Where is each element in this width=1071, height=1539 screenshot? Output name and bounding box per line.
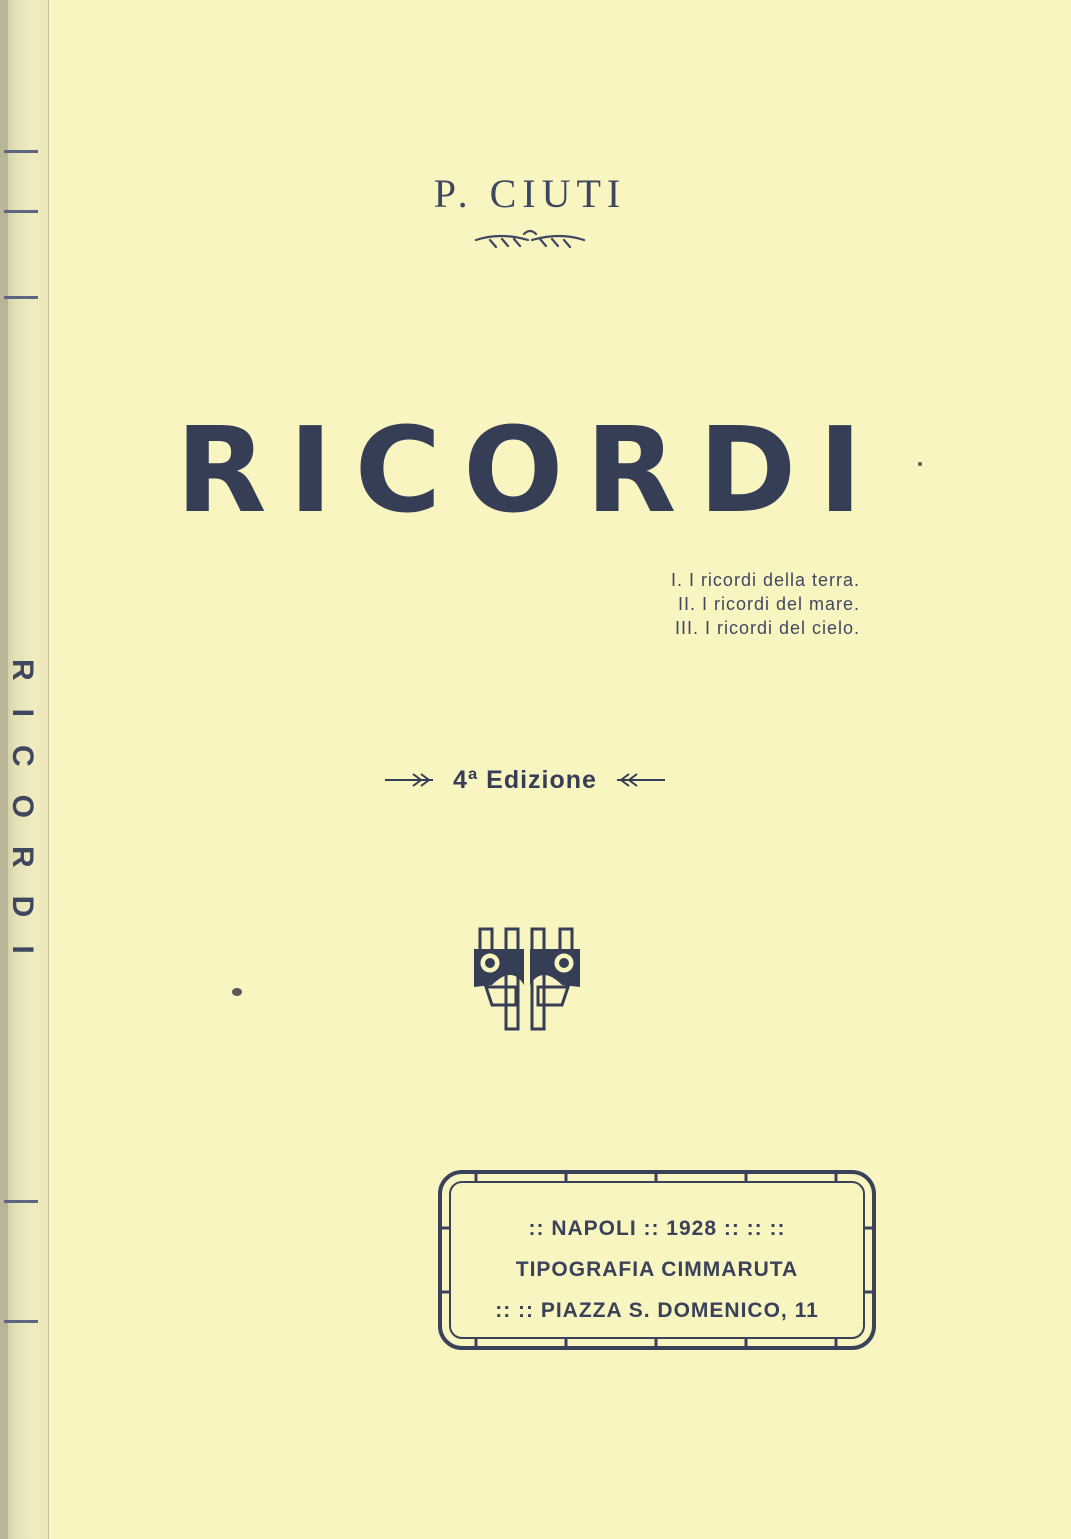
section-item: III. I ricordi del cielo. — [674, 618, 860, 638]
section-item: I. I ricordi della terra. — [670, 570, 860, 590]
imprint-city-year: :: NAPOLI :: 1928 :: :: :: — [528, 1217, 786, 1240]
fleuron-icon — [615, 772, 667, 788]
flourish-ornament-icon — [470, 228, 590, 250]
spine-rule — [4, 150, 38, 153]
book-title: RICORDI — [175, 401, 885, 539]
imprint-text — [436, 1208, 878, 1331]
imprint-printer: TIPOGRAFIA CIMMARUTA — [515, 1258, 799, 1281]
publisher-emblem-icon — [472, 925, 582, 1035]
paper-stain — [918, 462, 922, 466]
author-name: P. CIUTI — [433, 171, 627, 216]
book-spine — [0, 0, 49, 1539]
section-item: II. I ricordi del mare. — [677, 594, 860, 614]
spine-rule — [4, 296, 38, 299]
spine-rule — [4, 210, 38, 213]
spine-rule — [4, 1200, 38, 1203]
spine-title: RICORDI — [6, 658, 39, 982]
imprint-address: :: :: PIAZZA S. DOMENICO, 11 — [495, 1299, 819, 1322]
edition-label: 4ª Edizione — [453, 765, 597, 794]
paper-stain — [232, 988, 242, 996]
sections-list — [600, 568, 860, 640]
spine-rule — [4, 1320, 38, 1323]
fleuron-icon — [383, 772, 435, 788]
edition-line — [360, 762, 690, 798]
imprint-box — [436, 1168, 878, 1352]
